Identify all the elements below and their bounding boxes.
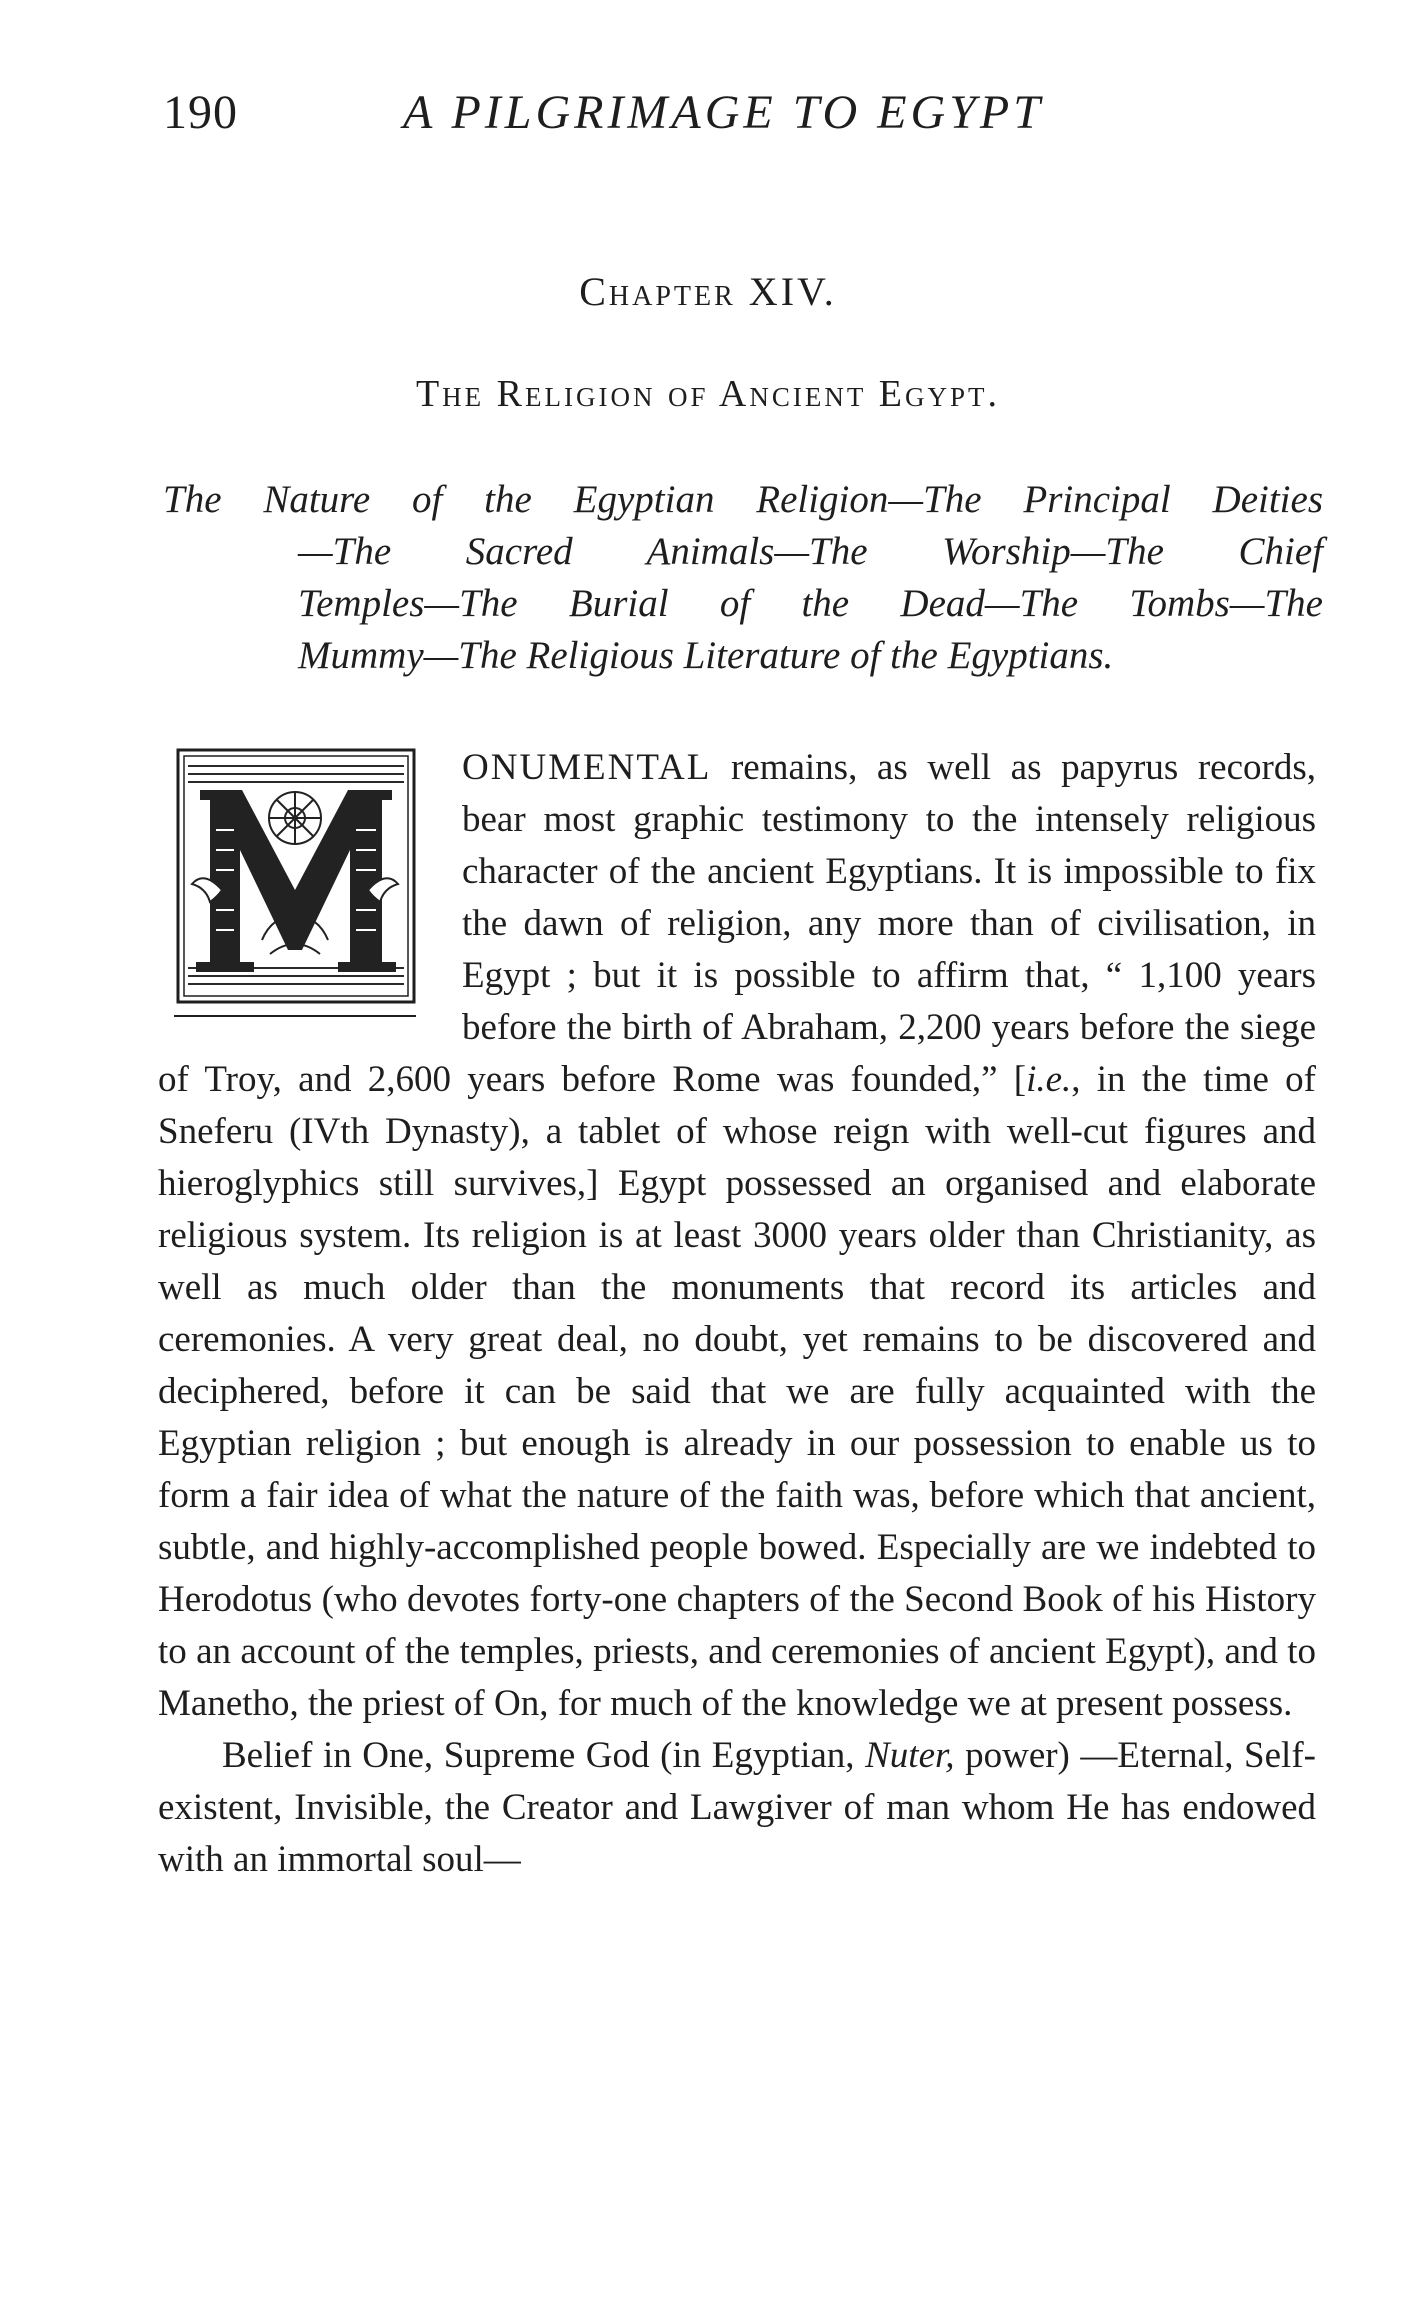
paragraph-text: power) —Eternal, Self-existent, Invisible, the Creator and Lawgiver of man whom He has endowed with an immortal soul— bbox=[158, 1735, 1316, 1880]
chapter-body bbox=[158, 742, 1316, 1886]
chapter-number: Chapter XIV. bbox=[579, 269, 837, 314]
paragraph-text: remains, as well as papyrus records, bear most graphic testimony to the intensely religious character of the ancient Egyptians. It is impossible to fix the dawn of religion, any more than of civilisation, in Egypt ; but it is possible to affirm that, “ 1,100 years before the birth of Abraham, 2,200 years before the siege of Troy, and 2,600 years before Rome was founded,” [ bbox=[158, 747, 1316, 1100]
running-title: A PILGRIMAGE TO EGYPT bbox=[403, 86, 1044, 139]
ornamental-m-icon bbox=[170, 740, 420, 1020]
page-header bbox=[163, 78, 1291, 148]
contents-line: —The Sacred Animals—The Worship—The Chief bbox=[298, 530, 1323, 573]
contents-line: Mummy—The Religious Literature of the Egyptians. bbox=[298, 634, 1114, 677]
ornamental-dropcap bbox=[170, 740, 420, 1018]
page-number: 190 bbox=[163, 86, 238, 139]
chapter-contents-summary bbox=[163, 474, 1323, 682]
paragraph-text: Belief in One, Supreme God (in Egyptian, bbox=[222, 1735, 866, 1776]
paragraph-lead-caps: ONUMENTAL bbox=[462, 747, 712, 788]
chapter-title: The Religion of Ancient Egypt. bbox=[415, 373, 1001, 415]
contents-line: Temples—The Burial of the Dead—The Tombs—The bbox=[298, 582, 1323, 625]
contents-line: The Nature of the Egyptian Religion—The Principal Deities bbox=[163, 478, 1323, 521]
paragraph-italic: i.e. bbox=[1026, 1059, 1072, 1100]
paragraph-italic: Nuter, bbox=[865, 1735, 955, 1776]
paragraph bbox=[158, 1730, 1316, 1886]
paragraph-text: , in the time of Sneferu (IVth Dynasty), a tablet of whose reign with well-cut figures and hieroglyphics still survives,] Egypt possessed an organised and elaborate religious system. Its religion is at least 3000 years older than Christianity, as well as much older than the monuments that record its articles and ceremonies. A very great deal, no doubt, yet remains to be discovered and deciphered, before it can be said that we are fully acquainted with the Egyptian religion ; but enough is already in our possession to enable us to form a fair idea of what the nature of the faith was, before which that ancient, subtle, and highly-accomplished people bowed. Especially are we indebted to Herodotus (who devotes forty-one chapters of the Second Book of his History to an account of the temples, priests, and ceremonies of ancient Egypt), and to Manetho, the priest of On, for much of the knowledge we at present possess. bbox=[158, 1059, 1316, 1724]
